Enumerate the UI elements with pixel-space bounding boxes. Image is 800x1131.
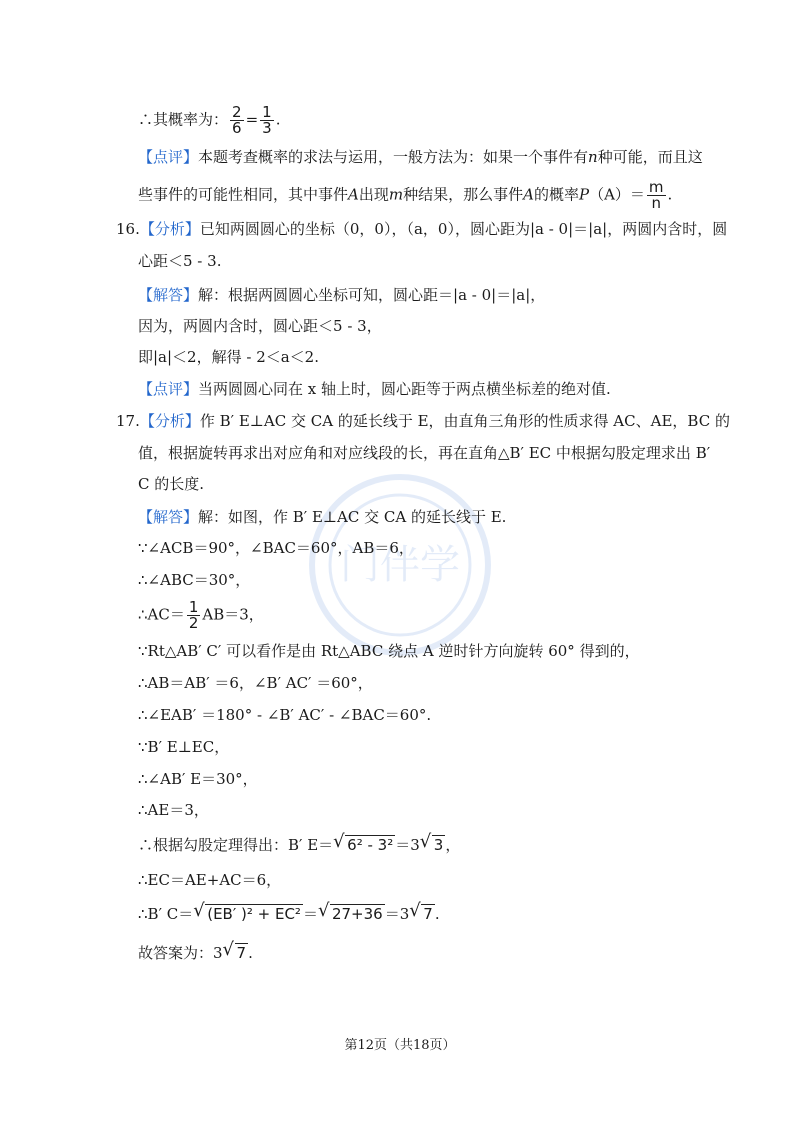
q17-step-12: ∴B′ C＝√ (EB′ )² + EC² ＝√ 27+36 ＝3√ 7 . — [138, 903, 440, 925]
q16-analysis-line-1: 16.【分析】已知两圆圆心的坐标（0，0），（a，0），圆心距为|a - 0|＝|a|，两圆内含时，圆 — [116, 220, 728, 238]
question-number: 16. — [116, 220, 140, 238]
q17-analysis-line-1: 17.【分析】作 B′ E⊥AC 交 CA 的延长线于 E，由直角三角形的性质求得 AC、AE，BC 的 — [116, 412, 730, 430]
analysis-tag: 【分析】 — [139, 220, 200, 238]
review-line-2: 些事件的可能性相同，其中事件A出现m种结果，那么事件A的概率P（A）＝ $\frac{m}{n}$ . — [138, 178, 673, 212]
q17-step-10: ∴根据勾股定理得出：B′ E＝√ 6² - 3² ＝3√ 3 ， — [138, 834, 460, 856]
watermark-text: 门伴学 — [340, 542, 460, 588]
review-line-1: 【点评】本题考查概率的求法与运用，一般方法为：如果一个事件有n种可能，而且这 — [138, 148, 703, 166]
q17-step-11: ∴EC＝AE+AC＝6， — [138, 871, 282, 889]
q17-step-3: ∴AC＝ $\frac{1}{2}$ AB＝3， — [138, 598, 264, 632]
q17-step-4: ∵Rt△AB′ C′ 可以看作是由 Rt△ABC 绕点 A 逆时针方向旋转 60° 得到的， — [138, 642, 640, 660]
page-footer: 第12页（共18页） — [344, 1038, 456, 1053]
q16-answer-line-1: 【解答】解：根据两圆圆心坐标可知，圆心距＝|a - 0|＝|a|， — [138, 286, 546, 304]
q17-step-6: ∴∠EAB′ ＝180° - ∠B′ AC′ - ∠BAC＝60°. — [138, 706, 432, 724]
q17-final-answer: 故答案为：3√ 7 . — [138, 942, 253, 964]
watermark-logo — [305, 470, 495, 660]
q17-step-7: ∵B′ E⊥EC， — [138, 738, 230, 756]
answer-tag: 【解答】 — [138, 508, 199, 526]
q16-analysis-line-2: 心距＜5 - 3. — [138, 252, 222, 270]
q16-review-line: 【点评】当两圆圆心同在 x 轴上时，圆心距等于两点横坐标差的绝对值. — [138, 380, 611, 398]
review-tag: 【点评】 — [138, 148, 199, 166]
q17-step-2: ∴∠ABC＝30°， — [138, 571, 251, 589]
q17-analysis-line-3: C 的长度. — [138, 475, 205, 493]
line-probability: ∴其概率为： $\frac{2}{6}$ = $\frac{1}{3}$ . — [138, 103, 281, 137]
q16-answer-line-3: 即|a|＜2，解得 - 2＜a＜2. — [138, 348, 319, 366]
q17-step-8: ∴∠AB′ E＝30°， — [138, 770, 258, 788]
question-number: 17. — [116, 412, 140, 430]
answer-tag: 【解答】 — [138, 286, 199, 304]
q16-answer-line-2: 因为，两圆内含时，圆心距＜5 - 3， — [138, 317, 382, 335]
q17-step-5: ∴AB＝AB′ ＝6，∠B′ AC′ ＝60°， — [138, 674, 373, 692]
review-tag: 【点评】 — [138, 380, 199, 398]
q17-step-1: ∵∠ACB＝90°，∠BAC＝60°，AB＝6， — [138, 539, 414, 557]
q17-analysis-line-2: 值，根据旋转再求出对应角和对应线段的长，再在直角△B′ EC 中根据勾股定理求出 B′ — [138, 444, 711, 462]
analysis-tag: 【分析】 — [139, 412, 200, 430]
q17-answer-line-1: 【解答】解：如图，作 B′ E⊥AC 交 CA 的延长线于 E. — [138, 508, 507, 526]
q17-step-9: ∴AE＝3， — [138, 801, 209, 819]
